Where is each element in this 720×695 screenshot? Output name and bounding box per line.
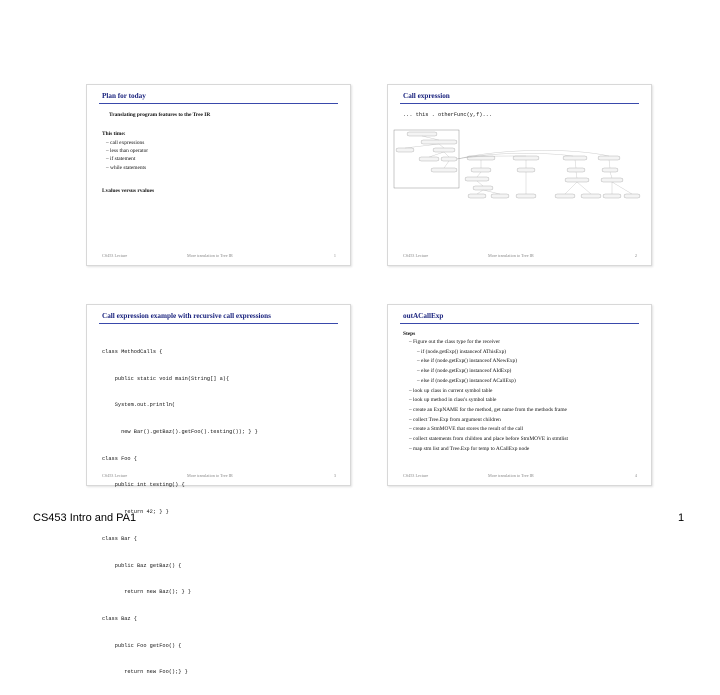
code-snippet: ... this . otherFunc(y,f)...: [403, 112, 493, 118]
slide-2: [387, 84, 652, 266]
slide-title: Plan for today: [102, 92, 146, 100]
code-line: class Bar {: [102, 535, 137, 542]
footer-page: 3: [333, 473, 336, 478]
title-rule: [99, 323, 338, 324]
footer-left: CS453 Lecture: [102, 253, 128, 258]
code-line: public static void main(String[] a){: [102, 375, 230, 382]
footer-page: 1: [333, 253, 336, 258]
list-item: – Figure out the class type for the receiver: [409, 339, 501, 345]
code-line: class Foo {: [102, 455, 137, 462]
code-line: return new Baz(); } }: [102, 589, 192, 596]
slide-subtitle: Translating program features to the Tree IR: [109, 112, 211, 118]
this-time-label: This time:: [102, 131, 126, 137]
steps-label: Steps: [403, 331, 416, 337]
title-rule: [400, 103, 639, 104]
slide-title: Call expression example with recursive call expressions: [102, 312, 271, 320]
list-item: – if (node.getExp() instanceof AThisExp): [417, 348, 507, 355]
list-item: – else if (node.getExp() instanceof ANewExp): [417, 358, 517, 365]
footer-center: More translation to Tree IR: [488, 253, 534, 258]
list-item: – look up method in class's symbol table: [409, 397, 497, 404]
footer-center: More translation to Tree IR: [187, 473, 233, 478]
list-item: – while statements: [106, 164, 147, 171]
footer-left: CS453 Lecture: [102, 473, 128, 478]
list-item: – create a StmMOVE that stores the result of the call: [409, 426, 524, 433]
list-item: – look up class in current symbol table: [409, 387, 493, 394]
code-line: public Foo getFoo() {: [102, 642, 182, 649]
list-item: – call expressions: [106, 140, 145, 146]
footer-center: More translation to Tree IR: [187, 253, 233, 258]
slide-title: Call expression: [403, 92, 450, 100]
list-item: – map stm list and Tree.Exp for temp to ACallExp node: [409, 445, 530, 452]
footer-center: More translation to Tree IR: [488, 473, 534, 478]
footer-page: 2: [634, 253, 637, 258]
title-rule: [99, 103, 338, 104]
steps-list: [403, 338, 568, 454]
lvalues-text: Lvalues versus rvalues: [102, 188, 155, 194]
footer-left: CS453 Lecture: [403, 253, 429, 258]
code-line: return new Foo();} }: [102, 669, 188, 676]
list-item: – create an ExpNAME for the method, get name from the methods frame: [409, 406, 567, 413]
code-line: class Baz {: [102, 616, 137, 622]
code-line: new Bar().getBaz().getFoo().testing()); } }: [102, 428, 258, 435]
list-item: – else if (node.getExp() instanceof ACallExp): [417, 377, 516, 384]
slide-title: outACallExp: [403, 312, 444, 320]
code-line: public int testing() {: [102, 482, 185, 489]
slide-3: [86, 304, 351, 676]
code-line: public Baz getBaz() {: [102, 562, 182, 569]
code-line: return 42; } }: [102, 509, 169, 516]
handout-page-number: 1: [678, 512, 685, 524]
code-line: class MethodCalls {: [102, 348, 163, 355]
slide-1: [86, 84, 351, 266]
list-item: – less than operator: [106, 148, 149, 155]
slide-4: [387, 304, 652, 486]
footer-page: 4: [634, 473, 637, 478]
footer-left: CS453 Lecture: [403, 473, 429, 478]
bullet-list: [106, 139, 148, 172]
list-item: – if statement: [106, 156, 136, 163]
list-item: – collect Tree.Exp from argument children: [409, 416, 501, 423]
title-rule: [400, 323, 639, 324]
handout-title: CS453 Intro and PA1: [33, 512, 137, 524]
code-line: System.out.println(: [102, 402, 176, 409]
list-item: – collect statements from children and place before StmMOVE in stmtlist: [409, 436, 568, 443]
list-item: – else if (node.getExp() instanceof AIdExp): [417, 368, 512, 375]
ast-tree-diagram: [393, 112, 643, 212]
